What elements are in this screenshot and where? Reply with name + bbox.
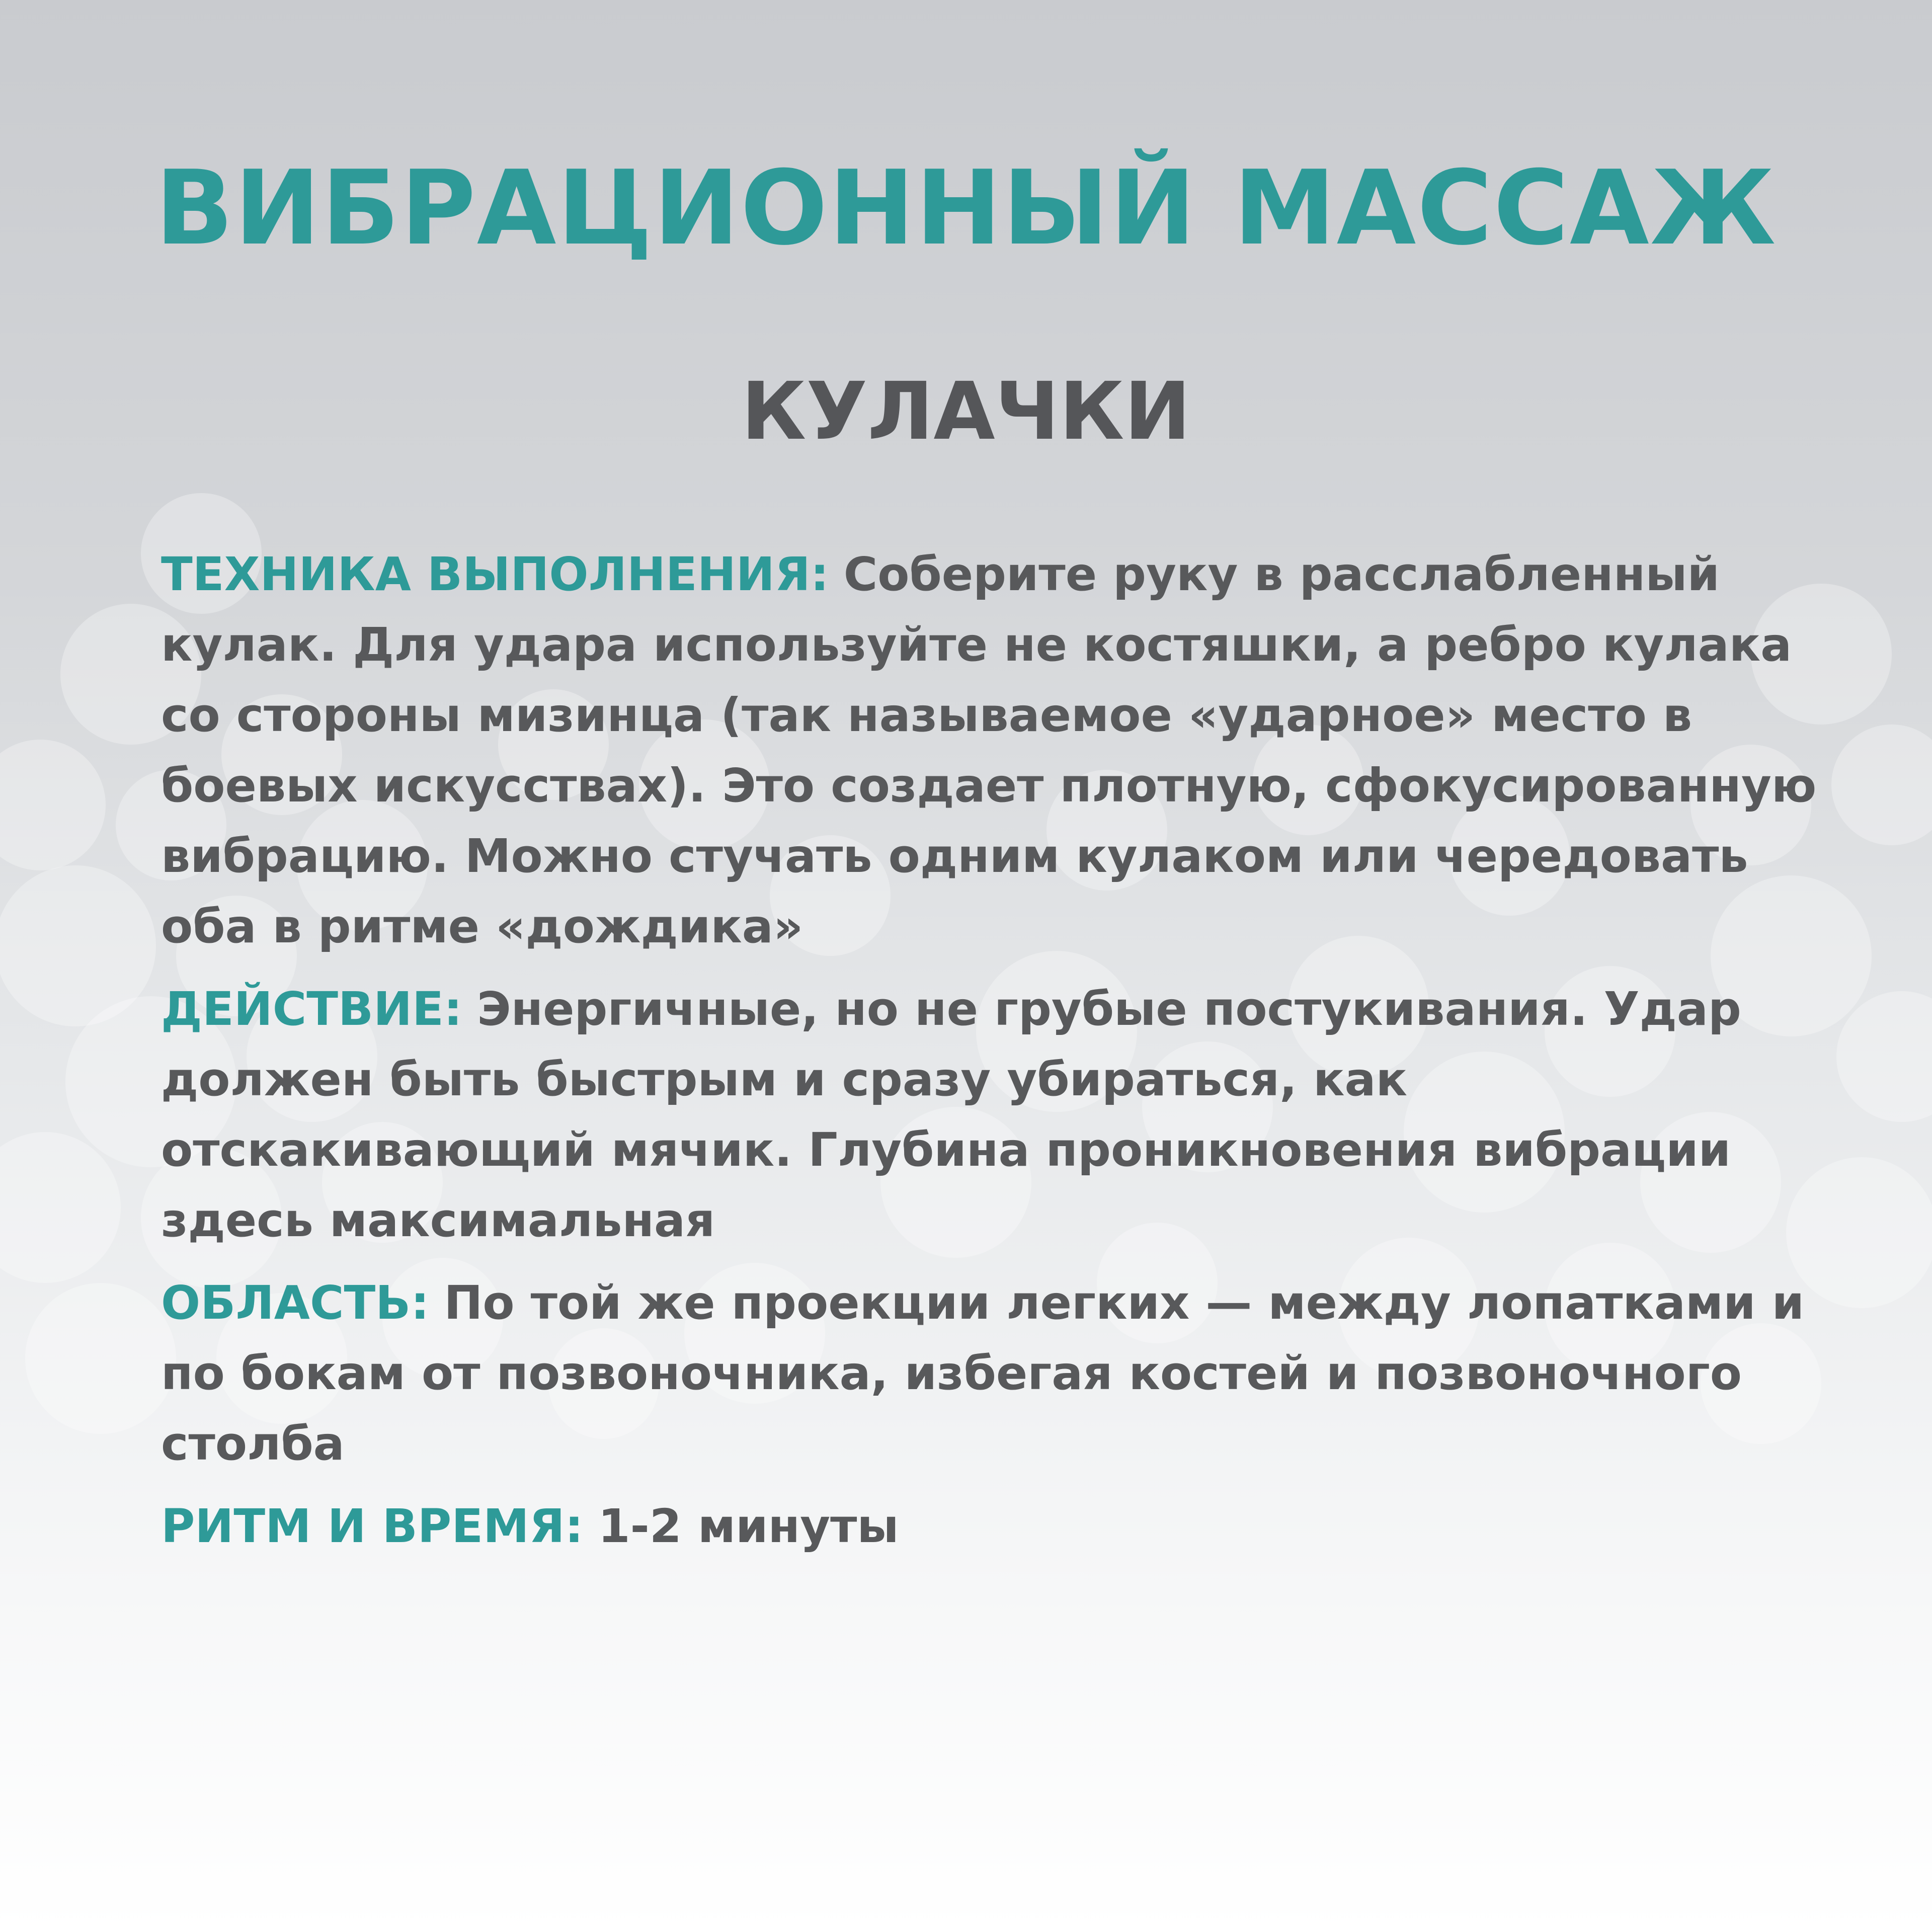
section-text: 1-2 минуты bbox=[598, 1499, 899, 1553]
section-text: Энергичные, но не грубые постукивания. Удар должен быть быстрым и сразу убираться, как отскакивающий мячик. Глубина проникновения вибрации здесь максимальная bbox=[161, 982, 1741, 1247]
section-label: ОБЛАСТЬ: bbox=[161, 1276, 430, 1330]
section-label: ДЕЙСТВИЕ: bbox=[161, 982, 462, 1036]
section-text: По той же проекции легких — между лопатками и по бокам от позвоночника, избегая костей и позвоночного столба bbox=[161, 1276, 1805, 1471]
section-technique bbox=[161, 539, 1821, 962]
page-title: ВИБРАЦИОННЫЙ МАССАЖ bbox=[155, 149, 1777, 268]
section-label: ТЕХНИКА ВЫПОЛНЕНИЯ: bbox=[161, 547, 829, 601]
section-label: РИТМ И ВРЕМЯ: bbox=[161, 1499, 584, 1553]
sections-body bbox=[161, 539, 1821, 1574]
section-area bbox=[161, 1268, 1821, 1479]
section-rhythm-time bbox=[161, 1491, 1821, 1562]
section-action bbox=[161, 974, 1821, 1256]
page-subtitle: КУЛАЧКИ bbox=[741, 365, 1191, 458]
section-text: Соберите руку в расслабленный кулак. Для удара используйте не костяшки, а ребро кулака со стороны мизинца (так называемое «ударное» место в боевых искусствах). Это создает плотную, сфокусированную вибрацию. Можно стучать одним кулаком или чередовать оба в ритме «дождика» bbox=[161, 547, 1817, 953]
